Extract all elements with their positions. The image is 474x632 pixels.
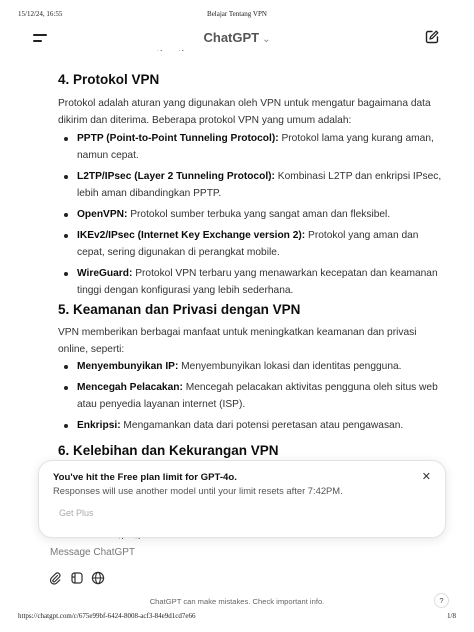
print-doc-title: Belajar Tentang VPN [207, 10, 267, 18]
section-intro-protokol: Protokol adalah aturan yang digunakan oleh VPN untuk mengatur bagaimana data dikirim dan diterima. Beberapa protokol VPN yang umum adalah: [58, 98, 431, 126]
item-term: Enkripsi: [77, 420, 121, 431]
tools-icon[interactable] [70, 571, 84, 585]
item-desc: Protokol sumber terbuka yang sangat aman dan fleksibel. [127, 209, 391, 220]
print-header [0, 10, 474, 22]
new-chat-icon[interactable] [424, 29, 440, 45]
item-term: Mencegah Pelacakan: [77, 382, 183, 393]
item-term: PPTP (Point-to-Point Tunneling Protocol): [77, 133, 279, 144]
model-name: ChatGPT [203, 30, 260, 45]
banner-subtitle: Responses will use another model until your limit resets after 7:42PM. [53, 485, 343, 496]
model-selector[interactable] [0, 30, 474, 45]
item-term: OpenVPN: [77, 209, 128, 220]
security-list [58, 358, 448, 438]
list-item [58, 168, 448, 202]
item-term: WireGuard: [77, 268, 133, 279]
list-item [58, 206, 448, 223]
print-url: https://chatgpt.com/c/675e99bf-6424-8008-acf3-84e9d1cd7e66 [18, 612, 196, 620]
list-item [58, 417, 448, 434]
list-item [58, 130, 448, 164]
list-item [58, 265, 448, 299]
item-term: L2TP/IPsec (Layer 2 Tunneling Protocol): [77, 171, 275, 182]
item-desc: Protokol yang aman dan cepat, sering digunakan di perangkat mobile. [77, 230, 419, 258]
item-term: Menyembunyikan IP: [77, 361, 179, 372]
chevron-down-icon: ⌄ [262, 34, 271, 45]
item-desc: Menyembunyikan lokasi dan identitas pengguna. [178, 361, 402, 372]
list-item [58, 358, 448, 375]
section-heading-keamanan: 5. Keamanan dan Privasi dengan VPN [58, 302, 301, 317]
message-input[interactable]: Message ChatGPT [50, 547, 136, 558]
section-heading-kelebihan: 6. Kelebihan dan Kekurangan VPN [58, 443, 279, 458]
item-desc: Mencegah pelacakan aktivitas pengguna oleh situs web atau penyedia layanan internet (ISP). [77, 382, 438, 410]
banner-title: You've hit the Free plan limit for GPT-4o. [53, 472, 237, 483]
protocol-list [58, 130, 448, 303]
print-datetime: 15/12/24, 16:55 [18, 10, 63, 18]
globe-icon[interactable] [91, 571, 105, 585]
get-plus-button[interactable]: Get Plus [59, 508, 94, 518]
item-desc: Kombinasi L2TP dan enkripsi IPsec, lebih aman dibandingkan PPTP. [77, 171, 442, 199]
list-item [58, 379, 448, 413]
item-desc: Protokol lama yang kurang aman, namun cepat. [77, 133, 434, 161]
help-button[interactable]: ? [434, 593, 449, 608]
close-icon[interactable]: ✕ [421, 471, 431, 483]
item-desc: Protokol VPN terbaru yang menawarkan kecepatan dan keamanan tinggi dengan konfigurasi yang lebih sederhana. [77, 268, 438, 296]
item-desc: Mengamankan data dari potensi peretasan atau pengawasan. [120, 420, 404, 431]
top-bar [0, 26, 474, 50]
item-term: IKEv2/IPsec (Internet Key Exchange version 2): [77, 230, 306, 241]
print-page-number: 1/8 [447, 612, 456, 620]
list-item [58, 227, 448, 261]
section-heading-protokol: 4. Protokol VPN [58, 72, 160, 87]
section-intro-keamanan: VPN memberikan berbagai manfaat untuk meningkatkan keamanan dan privasi online, seperti: [58, 327, 417, 355]
attach-icon[interactable] [48, 571, 62, 585]
plan-limit-banner [38, 460, 446, 538]
disclaimer-text: ChatGPT can make mistakes. Check important info. [149, 597, 325, 606]
